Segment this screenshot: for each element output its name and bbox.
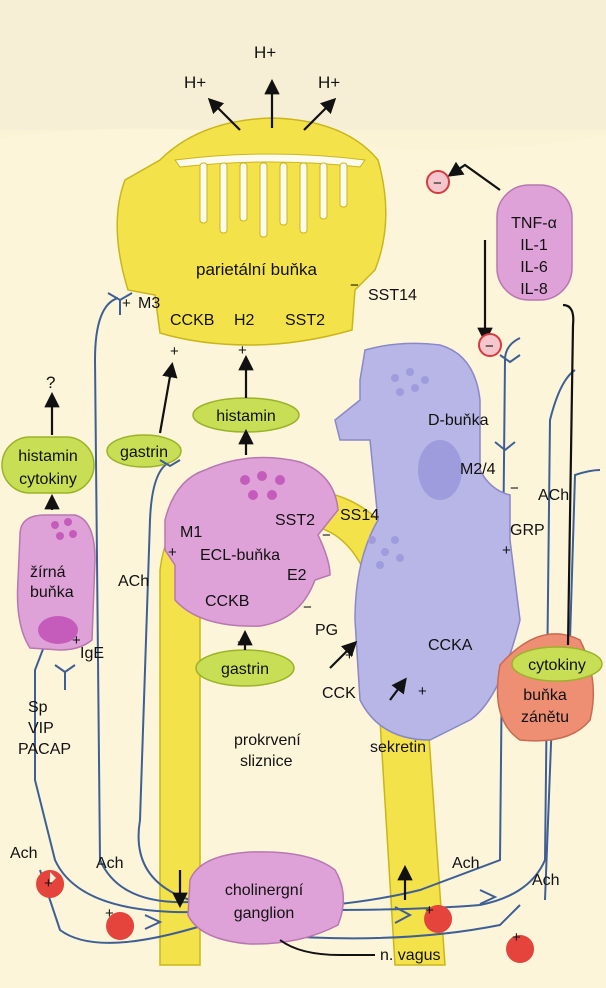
label-n-vagus: n. vagus: [380, 947, 441, 964]
proton-label-left: H+: [184, 73, 207, 92]
label-cck: CCK: [322, 685, 356, 702]
ganglion-line2: ganglion: [233, 905, 295, 922]
parietal-cell-name: parietální buňka: [196, 260, 317, 279]
proton-label-center: H+: [254, 43, 277, 62]
ecl-cell-name: ECL-buňka: [200, 547, 281, 564]
label-ach-ecl: ACh: [118, 573, 150, 590]
sign-plus-cckb: +: [170, 343, 179, 360]
sign-plus-ccka-1: +: [345, 647, 354, 664]
inflammatory-cell-line2: zánětu: [520, 709, 570, 726]
pill-histamin-cyt-1: histamin: [18, 448, 78, 465]
ganglion-line1: cholinergní: [224, 882, 304, 899]
receptor-cckb-ecl: CCKB: [205, 593, 250, 610]
receptor-sst2-parietal: SST2: [285, 312, 326, 329]
receptor-grp: GRP: [510, 522, 545, 539]
receptor-m1: M1: [180, 524, 203, 541]
sign-plus-ach-4: +: [512, 929, 521, 946]
label-sekretin: sekretin: [370, 739, 427, 756]
sign-plus-ach-1: +: [44, 875, 53, 892]
sign-plus-ach-3: +: [425, 902, 434, 919]
sign-plus-ige: +: [72, 632, 81, 649]
label-prokrveni-1: prokrvení: [234, 732, 301, 749]
pill-histamin: histamin: [216, 408, 276, 425]
receptor-cckb-parietal: CCKB: [170, 312, 215, 329]
label-question: ?: [46, 373, 56, 392]
receptor-e2: E2: [287, 567, 307, 584]
sign-minus-pg: −: [303, 599, 312, 616]
receptor-h2: H2: [234, 312, 255, 329]
receptor-sst2-ecl: SST2: [275, 512, 316, 529]
pill-cytokiny: cytokiny: [528, 657, 586, 674]
inflammatory-cell-line1: buňka: [523, 687, 567, 704]
label-sp: Sp: [28, 699, 48, 716]
sign-minus-m24: −: [510, 480, 519, 497]
ach-label-3: Ach: [452, 855, 480, 872]
cytokine-tnf: TNF-α: [511, 215, 557, 232]
mast-cell-name-1: žírná: [30, 564, 66, 581]
ach-label-4: Ach: [532, 872, 560, 889]
mast-cell-name-2: buňka: [30, 584, 74, 601]
sign-plus-m3: +: [122, 295, 131, 312]
receptor-m24: M2/4: [460, 461, 496, 478]
label-vip: VIP: [28, 720, 54, 737]
pill-gastrin-mid: gastrin: [220, 661, 270, 678]
d-cell-nucleus: [418, 440, 462, 500]
ach-label-2: Ach: [96, 855, 124, 872]
receptor-ccka: CCKA: [428, 637, 473, 654]
pill-gastrin-top: gastrin: [119, 444, 169, 461]
label-prokrveni-2: sliznice: [240, 753, 293, 770]
label-ige: IgE: [80, 645, 105, 662]
pill-histamin-cyt-2: cytokiny: [19, 471, 77, 488]
sign-plus-ccka-2: +: [418, 683, 427, 700]
receptor-m3: M3: [138, 295, 161, 312]
label-pacap: PACAP: [18, 741, 72, 758]
label-sst14: SST14: [368, 287, 417, 304]
sign-minus-bottom-circle: −: [485, 338, 494, 355]
sign-minus-sst2-ecl: −: [322, 527, 331, 544]
background-band-top: [0, 0, 606, 130]
label-ss14: SS14: [340, 507, 380, 524]
sign-minus-top-circle: −: [433, 175, 442, 192]
label-pg: PG: [315, 622, 339, 639]
proton-label-right: H+: [318, 73, 341, 92]
ach-label-1: Ach: [10, 845, 38, 862]
sign-plus-h2: +: [238, 342, 247, 359]
cytokine-il8: IL-8: [520, 281, 548, 298]
sign-plus-m1: +: [168, 544, 177, 561]
label-ach-dcell: ACh: [538, 487, 570, 504]
dcell-name: D-buňka: [428, 412, 489, 429]
sign-plus-grp: +: [502, 542, 511, 559]
sign-minus-sst2: −: [350, 277, 359, 294]
cytokine-il1: IL-1: [520, 237, 548, 254]
cytokine-il6: IL-6: [520, 259, 548, 276]
sign-plus-ach-2: +: [105, 905, 114, 922]
sign-plus-cckb-ecl: +: [237, 634, 246, 651]
